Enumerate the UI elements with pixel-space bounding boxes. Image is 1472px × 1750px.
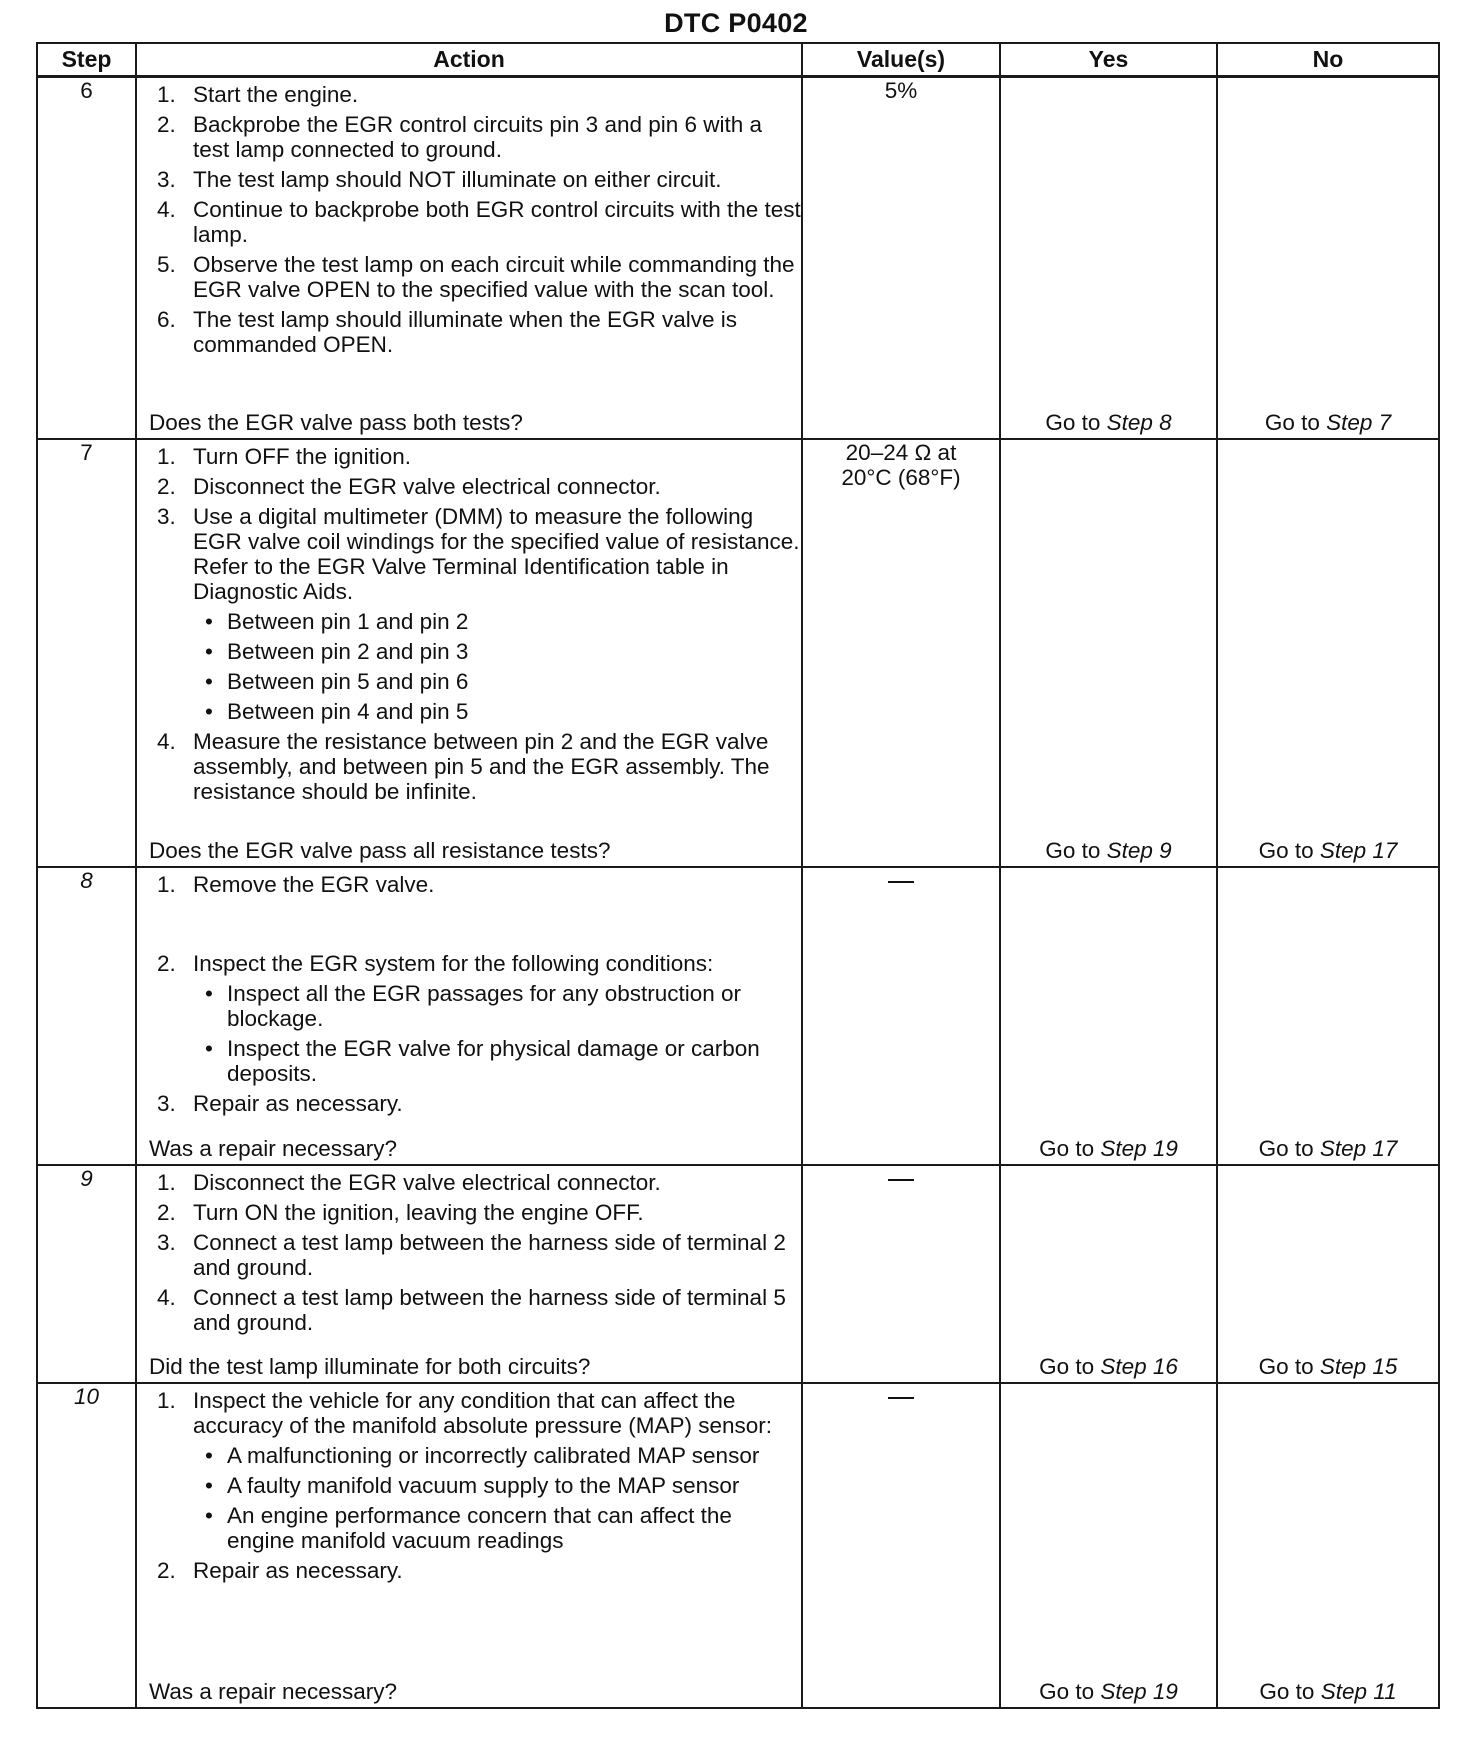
- header-action: Action: [136, 43, 802, 77]
- yes-step-link[interactable]: Step 8: [1106, 409, 1172, 435]
- no-cell: [1217, 867, 1439, 1165]
- action-question: Does the EGR valve pass all resistance tests?: [149, 837, 611, 863]
- bullet-item: • Inspect the EGR valve for physical damage or carbon deposits.: [193, 1036, 801, 1086]
- step-number: 7: [37, 439, 136, 867]
- yes-cell: [1000, 1383, 1217, 1708]
- bullet-item: • Between pin 5 and pin 6: [193, 669, 801, 694]
- action-cell: [136, 1165, 802, 1383]
- item-text: Start the engine.: [193, 82, 359, 107]
- yes-prefix: Go to: [1039, 1353, 1095, 1379]
- action-item: [137, 1558, 801, 1583]
- item-number: 1.: [157, 1169, 176, 1195]
- no-prefix: Go to: [1264, 409, 1320, 435]
- value-cell: [802, 867, 1000, 1165]
- item-number: 3.: [157, 503, 176, 529]
- no-cell: [1217, 77, 1439, 439]
- item-number: 1.: [157, 82, 176, 107]
- action-item: [137, 1388, 801, 1553]
- no-prefix: Go to: [1258, 1353, 1314, 1379]
- empty-value-dash: [888, 881, 914, 883]
- table-row: [37, 77, 1439, 439]
- item-text: Continue to backprobe both EGR control circuits with the test lamp.: [193, 197, 801, 247]
- item-number: 6.: [157, 307, 176, 332]
- yes-cell: [1000, 1165, 1217, 1383]
- value-cell: [802, 1383, 1000, 1708]
- yes-step-link[interactable]: Step 9: [1106, 837, 1172, 863]
- item-text: Measure the resistance between pin 2 and the EGR valve assembly, and between pin 5 and the EGR assembly. The resistance should be infinite.: [193, 728, 770, 804]
- item-number: 1.: [157, 1387, 176, 1413]
- table-header-row: [37, 43, 1439, 77]
- empty-value-dash: [888, 1179, 914, 1181]
- action-question: Was a repair necessary?: [149, 1135, 398, 1161]
- action-question: Was a repair necessary?: [149, 1678, 398, 1704]
- item-text: Inspect the EGR system for the following conditions:: [193, 950, 714, 976]
- no-step-link[interactable]: Step 17: [1319, 837, 1398, 863]
- item-text: Repair as necessary.: [193, 1090, 403, 1116]
- item-text: Disconnect the EGR valve electrical connector.: [193, 473, 661, 499]
- item-text: Observe the test lamp on each circuit while commanding the EGR valve OPEN to the specified value with the scan tool.: [193, 252, 795, 302]
- action-item: [137, 1200, 801, 1225]
- no-cell: [1217, 1165, 1439, 1383]
- action-item: [137, 307, 801, 357]
- page-title: DTC P0402: [664, 8, 808, 38]
- action-question: Did the test lamp illuminate for both circuits?: [149, 1353, 591, 1379]
- item-text: Turn OFF the ignition.: [193, 443, 412, 469]
- table-row: [37, 867, 1439, 1165]
- action-item: [137, 167, 801, 192]
- value-line: 20–24 Ω at: [845, 439, 957, 465]
- item-text: Remove the EGR valve.: [193, 871, 435, 897]
- table-row: [37, 1165, 1439, 1383]
- action-item: [137, 474, 801, 499]
- step-number: 10: [37, 1383, 136, 1708]
- value-line: 20°C (68°F): [841, 464, 961, 490]
- bullet-item: • Inspect all the EGR passages for any obstruction or blockage.: [193, 981, 801, 1031]
- action-cell: [136, 77, 802, 439]
- item-number: 2.: [157, 1557, 176, 1583]
- bullet-item: • Between pin 1 and pin 2: [193, 609, 801, 634]
- no-prefix: Go to: [1258, 1135, 1314, 1161]
- item-text: The test lamp should NOT illuminate on either circuit.: [193, 167, 722, 192]
- item-text: Disconnect the EGR valve electrical connector.: [193, 1169, 661, 1195]
- item-number: 2.: [157, 473, 176, 499]
- yes-prefix: Go to: [1045, 837, 1101, 863]
- item-number: 5.: [157, 252, 176, 277]
- yes-step-link[interactable]: Step 19: [1100, 1135, 1178, 1161]
- no-step-link[interactable]: Step 17: [1319, 1135, 1398, 1161]
- yes-cell: [1000, 867, 1217, 1165]
- action-item: [137, 82, 801, 107]
- yes-cell: [1000, 439, 1217, 867]
- action-item: [137, 504, 801, 724]
- item-number: 2.: [157, 950, 176, 976]
- item-number: 3.: [157, 167, 176, 192]
- action-item: [137, 1285, 801, 1335]
- bullet-item: • A malfunctioning or incorrectly calibrated MAP sensor: [193, 1443, 801, 1468]
- action-cell: [136, 867, 802, 1165]
- item-number: 1.: [157, 443, 176, 469]
- item-text: Inspect the vehicle for any condition that can affect the accuracy of the manifold absolute pressure (MAP) sensor:: [193, 1387, 773, 1438]
- diagnostic-table: [36, 42, 1440, 1709]
- step-number: 6: [37, 77, 136, 439]
- item-number: 4.: [157, 1284, 176, 1310]
- bullet-item: • An engine performance concern that can affect the engine manifold vacuum readings: [193, 1503, 801, 1553]
- item-number: 3.: [157, 1229, 176, 1255]
- action-item: [137, 444, 801, 469]
- action-item: [137, 1230, 801, 1280]
- yes-step-link[interactable]: Step 16: [1100, 1353, 1178, 1379]
- action-item: [137, 252, 801, 302]
- item-text: Turn ON the ignition, leaving the engine OFF.: [193, 1199, 644, 1225]
- header-values: Value(s): [802, 43, 1000, 77]
- yes-prefix: Go to: [1039, 1678, 1095, 1704]
- item-text: Connect a test lamp between the harness side of terminal 5 and ground.: [193, 1284, 786, 1335]
- step-number: 9: [37, 1165, 136, 1383]
- action-item: [137, 112, 801, 162]
- action-cell: [136, 1383, 802, 1708]
- item-text: Repair as necessary.: [193, 1557, 403, 1583]
- item-number: 1.: [157, 871, 176, 897]
- bullet-item: • Between pin 4 and pin 5: [193, 699, 801, 724]
- bullet-item: • Between pin 2 and pin 3: [193, 639, 801, 664]
- no-step-link[interactable]: Step 15: [1319, 1353, 1398, 1379]
- no-step-link[interactable]: Step 11: [1320, 1678, 1397, 1704]
- item-number: 2.: [157, 112, 176, 137]
- item-text: Connect a test lamp between the harness side of terminal 2 and ground.: [193, 1229, 786, 1280]
- no-step-link[interactable]: Step 7: [1326, 409, 1392, 435]
- action-question: Does the EGR valve pass both tests?: [149, 409, 523, 435]
- no-prefix: Go to: [1259, 1678, 1315, 1704]
- header-no: No: [1217, 43, 1439, 77]
- no-prefix: Go to: [1258, 837, 1314, 863]
- item-number: 4.: [157, 197, 176, 222]
- item-number: 2.: [157, 1199, 176, 1225]
- yes-step-link[interactable]: Step 19: [1100, 1678, 1178, 1704]
- action-item: [137, 951, 801, 1086]
- action-item: [137, 1170, 801, 1195]
- no-cell: [1217, 1383, 1439, 1708]
- bullet-item: • A faulty manifold vacuum supply to the MAP sensor: [193, 1473, 801, 1498]
- action-item: [137, 1091, 801, 1116]
- item-text: The test lamp should illuminate when the EGR valve is commanded OPEN.: [193, 307, 738, 357]
- table-row: [37, 1383, 1439, 1708]
- item-number: 4.: [157, 728, 176, 754]
- yes-cell: [1000, 77, 1217, 439]
- table-row: [37, 439, 1439, 867]
- yes-prefix: Go to: [1045, 409, 1101, 435]
- item-number: 3.: [157, 1090, 176, 1116]
- value-cell: [802, 1165, 1000, 1383]
- empty-value-dash: [888, 1397, 914, 1399]
- value-cell: 5%: [802, 77, 1000, 439]
- no-cell: [1217, 439, 1439, 867]
- value-cell: [802, 439, 1000, 867]
- action-cell: [136, 439, 802, 867]
- step-number: 8: [37, 867, 136, 1165]
- item-text: Use a digital multimeter (DMM) to measure the following EGR valve coil windings for the specified value of resistance. Refer to the EGR Valve Terminal Identification table in Diagnostic Aids.: [193, 503, 800, 604]
- action-item: [137, 197, 801, 247]
- action-item: [137, 872, 801, 897]
- item-text: Backprobe the EGR control circuits pin 3 and pin 6 with a test lamp connected to ground.: [193, 112, 763, 162]
- action-item: [137, 729, 801, 804]
- header-yes: Yes: [1000, 43, 1217, 77]
- yes-prefix: Go to: [1039, 1135, 1095, 1161]
- header-step: Step: [37, 43, 136, 77]
